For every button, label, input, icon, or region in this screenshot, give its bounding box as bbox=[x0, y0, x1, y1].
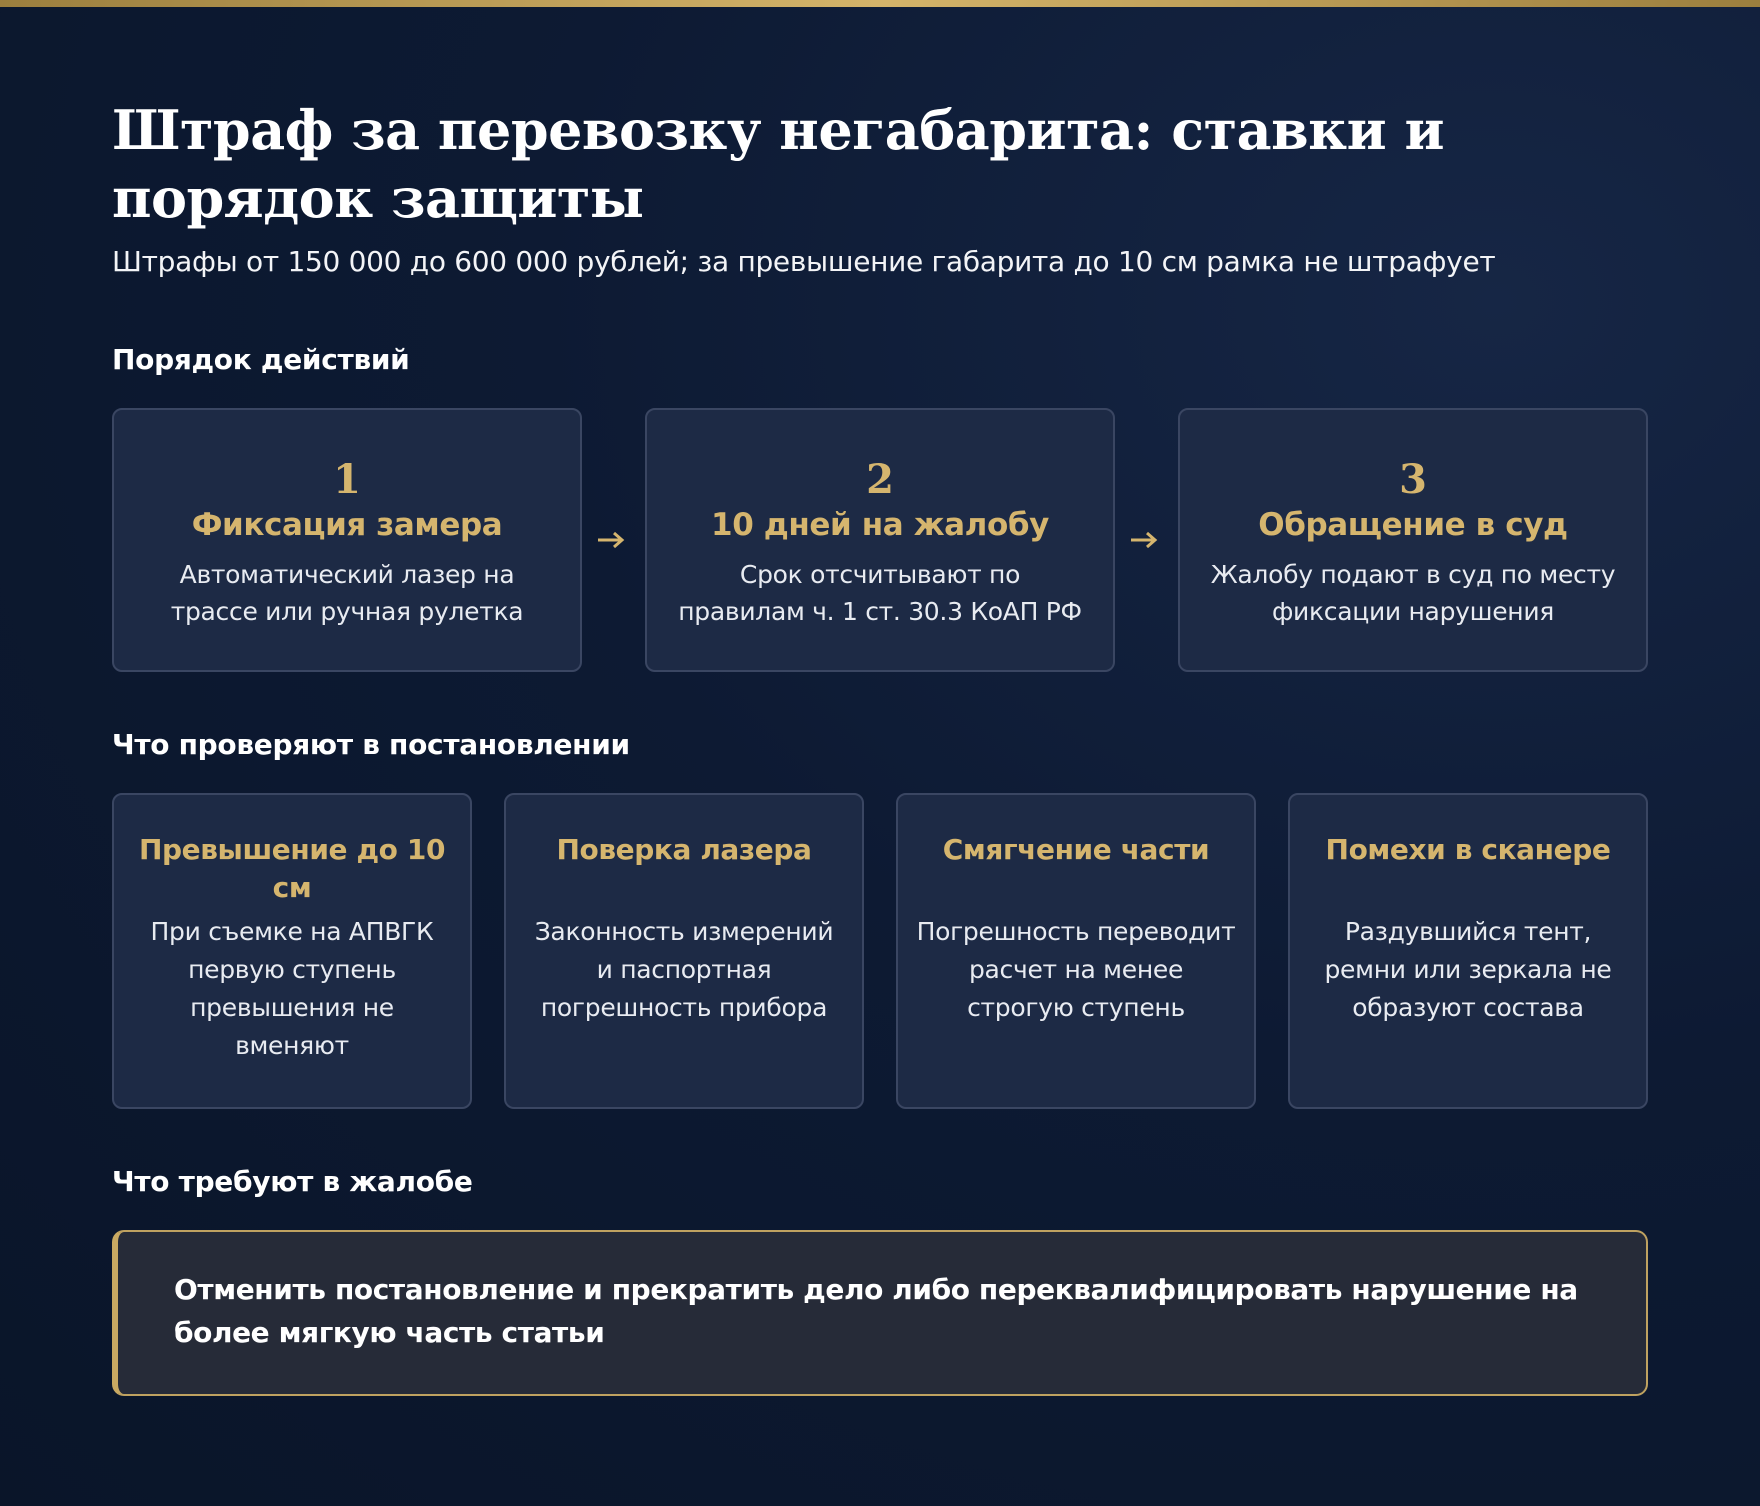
demand-section-title: Что требуют в жалобе bbox=[112, 1165, 473, 1198]
arrow-right-icon bbox=[594, 520, 630, 560]
step-title: Обращение в суд bbox=[1258, 507, 1568, 543]
checks-section-title: Что проверяют в постановлении bbox=[112, 728, 630, 761]
steps-section-title: Порядок действий bbox=[112, 343, 410, 376]
demand-callout bbox=[112, 1230, 1648, 1396]
step-text: Автоматический лазер на трассе или ручная рулетка bbox=[170, 560, 524, 626]
check-text: Законность измерений и паспортная погрешность прибора bbox=[534, 917, 834, 1022]
step-title: 10 дней на жалобу bbox=[711, 507, 1049, 543]
check-card-4 bbox=[1288, 793, 1648, 1109]
page-title: Штраф за перевозку негабарита: ставки и порядок защиты bbox=[112, 98, 1445, 230]
step-card-3 bbox=[1178, 408, 1648, 672]
check-title: Превышение до 10 см bbox=[138, 833, 446, 904]
step-number: 1 bbox=[333, 456, 361, 503]
demand-text: Отменить постановление и прекратить дело либо переквалифицировать нарушение на более мягкую часть статьи bbox=[174, 1273, 1578, 1349]
top-accent-bar bbox=[0, 0, 1760, 7]
check-title: Смягчение части bbox=[942, 833, 1210, 866]
check-text: При съемке на АПВГК первую ступень превышения не вменяют bbox=[150, 917, 434, 1060]
step-text: Жалобу подают в суд по месту фиксации нарушения bbox=[1210, 560, 1616, 626]
check-card-2 bbox=[504, 793, 864, 1109]
check-text: Раздувшийся тент, ремни или зеркала не образуют состава bbox=[1324, 917, 1612, 1022]
step-title: Фиксация замера bbox=[191, 507, 503, 543]
check-title: Помехи в сканере bbox=[1325, 833, 1611, 866]
page-subtitle: Штрафы от 150 000 до 600 000 рублей; за превышение габарита до 10 см рамка не штрафует bbox=[112, 245, 1496, 278]
step-card-2 bbox=[645, 408, 1115, 672]
step-number: 2 bbox=[866, 456, 894, 503]
arrow-right-icon bbox=[1127, 520, 1163, 560]
step-number: 3 bbox=[1399, 456, 1427, 503]
check-text: Погрешность переводит расчет на менее строгую ступень bbox=[916, 917, 1236, 1022]
check-card-3 bbox=[896, 793, 1256, 1109]
step-text: Срок отсчитывают по правилам ч. 1 ст. 30.3 КоАП РФ bbox=[678, 560, 1082, 626]
check-card-1 bbox=[112, 793, 472, 1109]
step-card-1 bbox=[112, 408, 582, 672]
check-title: Поверка лазера bbox=[556, 833, 812, 866]
